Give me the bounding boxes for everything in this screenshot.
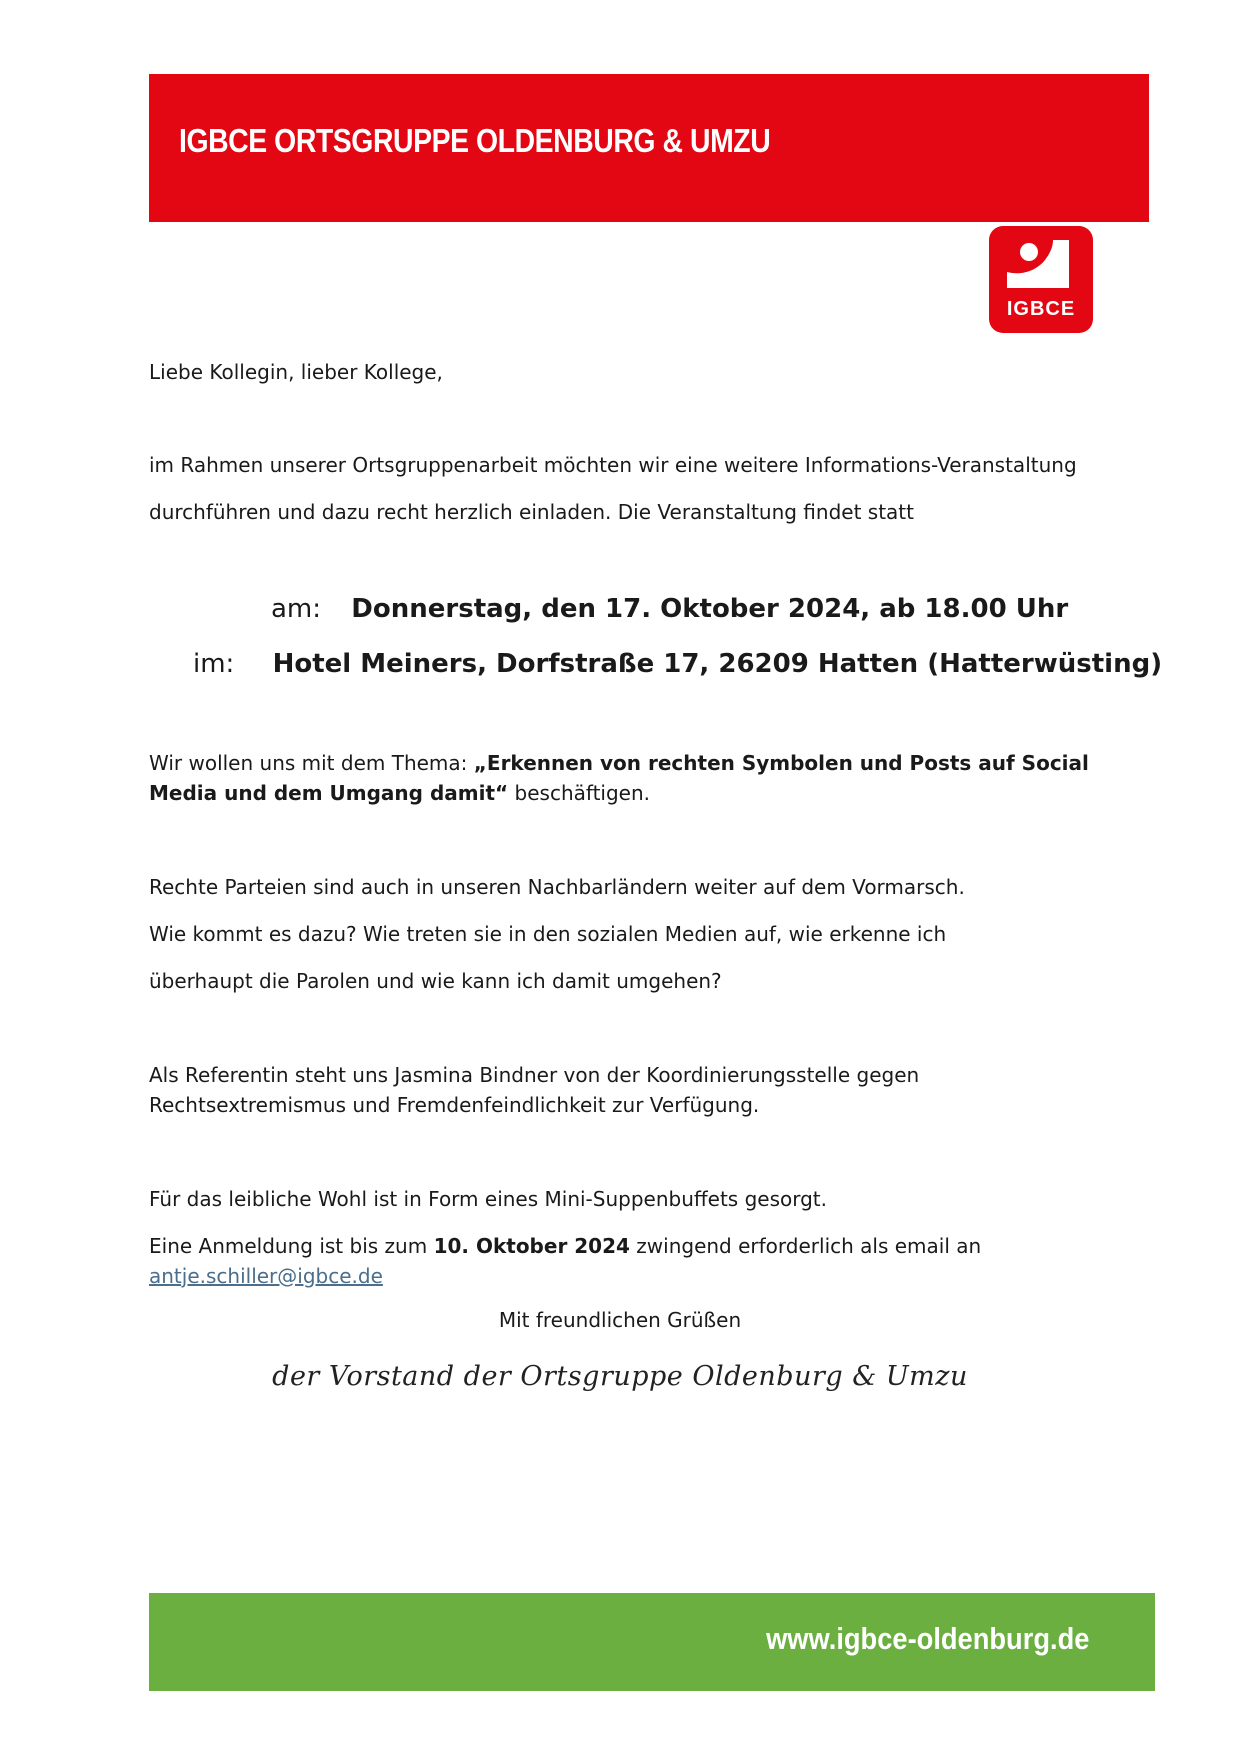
topic-suffix: beschäftigen. [508, 781, 650, 805]
igbce-logo-icon [989, 226, 1093, 333]
context-line-2: Wie kommt es dazu? Wie treten sie in den sozialen Medien auf, wie erkenne ich [149, 922, 947, 946]
context-line-3: überhaupt die Parolen und wie kann ich damit umgehen? [149, 969, 722, 993]
topic-line-2 [149, 778, 650, 808]
registration-suffix: zwingend erforderlich als email an [629, 1234, 982, 1258]
intro-line-1: im Rahmen unserer Ortsgruppenarbeit möchten wir eine weitere Informations-Veranstaltung [149, 453, 1077, 477]
header-title: IGBCE ORTSGRUPPE OLDENBURG & UMZU [179, 122, 771, 159]
food-note: Für das leibliche Wohl ist in Form eines Mini-Suppenbuffets gesorgt. [149, 1187, 828, 1211]
event-date-label: am: [271, 594, 322, 624]
topic-prefix: Wir wollen uns mit dem Thema: [149, 751, 474, 775]
registration-email-link[interactable]: antje.schiller@igbce.de [149, 1264, 383, 1288]
topic-line-1 [149, 748, 1089, 778]
closing: Mit freundlichen Grüßen [498, 1308, 742, 1332]
header-banner [149, 74, 1149, 222]
footer-banner [149, 1593, 1155, 1691]
event-date-value: Donnerstag, den 17. Oktober 2024, ab 18.00 Uhr [351, 594, 1069, 624]
event-date-row [271, 594, 1068, 624]
signature: der Vorstand der Ortsgruppe Oldenburg & Umzu [272, 1361, 968, 1392]
registration-deadline: 10. Oktober 2024 [433, 1234, 630, 1258]
topic-title-line-1: „Erkennen von rechten Symbolen und Posts auf Social [473, 751, 1089, 775]
footer-url[interactable]: www.igbce-oldenburg.de [765, 1621, 1089, 1656]
logo-text: IGBCE [1006, 298, 1076, 320]
speaker-line-2: Rechtsextremismus und Fremdenfeindlichkeit zur Verfügung. [149, 1093, 760, 1117]
registration-prefix: Eine Anmeldung ist bis zum [149, 1234, 434, 1258]
topic-title-line-2: Media und dem Umgang damit“ [149, 781, 509, 805]
context-line-1: Rechte Parteien sind auch in unseren Nachbarländern weiter auf dem Vormarsch. [149, 875, 965, 899]
registration-line [149, 1231, 981, 1261]
greeting: Liebe Kollegin, lieber Kollege, [149, 360, 443, 384]
registration-email-row [149, 1261, 383, 1291]
speaker-line-1: Als Referentin steht uns Jasmina Bindner von der Koordinierungsstelle gegen [149, 1063, 920, 1087]
event-place-label: im: [193, 649, 235, 679]
event-place-value: Hotel Meiners, Dorfstraße 17, 26209 Hatten (Hatterwüsting) [272, 649, 1163, 679]
intro-line-2: durchführen und dazu recht herzlich einladen. Die Veranstaltung findet statt [149, 500, 914, 524]
event-place-row [193, 649, 1162, 679]
